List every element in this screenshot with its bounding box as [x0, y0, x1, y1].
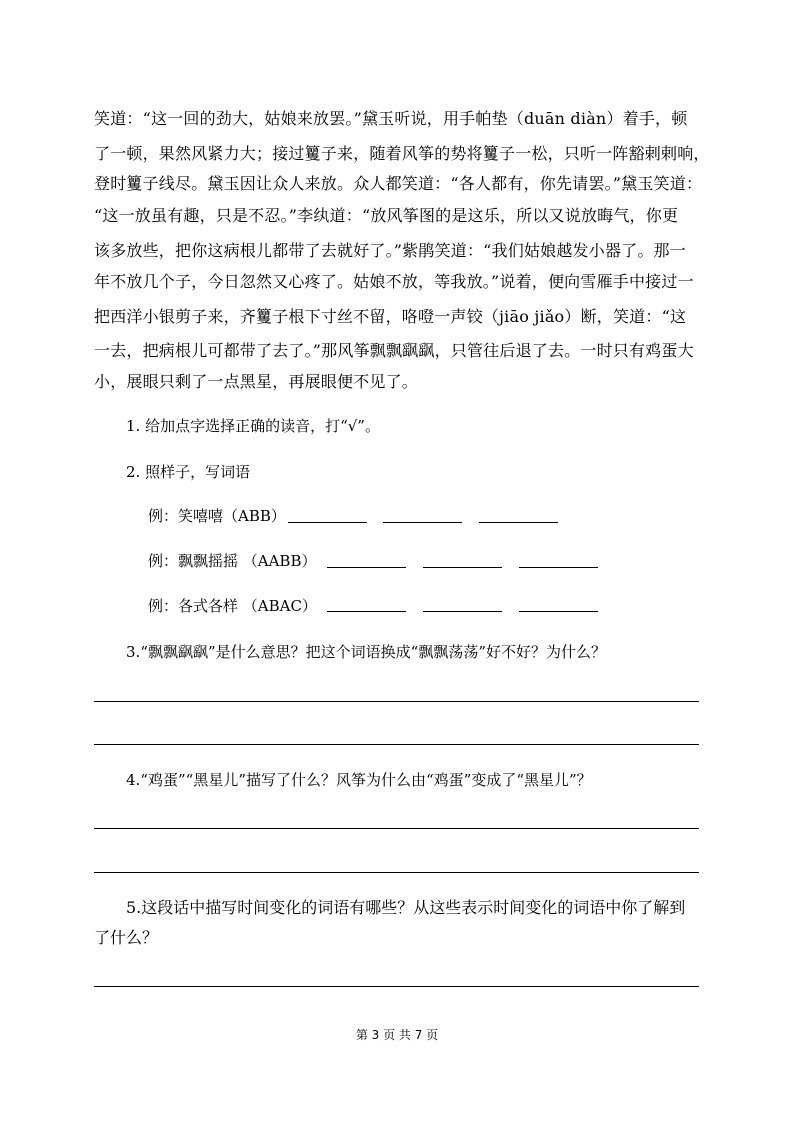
blank-abac-2[interactable] — [423, 611, 502, 612]
example-aabb: 例：飘飘摇摇 （AABB） — [148, 552, 317, 570]
question-3: 3.“飘飘飖飖”是什么意思？把这个词语换成“飘飘荡荡”好不好？为什么？ — [126, 643, 606, 661]
answer-line-q3-1[interactable] — [94, 701, 699, 702]
blank-aabb-2[interactable] — [423, 567, 502, 568]
question-5-line-1: 5.这段话中描写时间变化的词语有哪些？从这些表示时间变化的词语中你了解到 — [126, 898, 686, 917]
answer-line-q3-2[interactable] — [94, 744, 699, 745]
blank-abac-1[interactable] — [327, 611, 406, 612]
example-abac: 例：各式各样 （ABAC） — [148, 597, 317, 615]
page-footer: 第 3 页 共 7 页 — [355, 1028, 439, 1042]
passage-line-3: 登时籰子线尽。黛玉因让众人来放。众人都笑道：“各人都有，你先请罢。”黛玉笑道： — [94, 174, 703, 193]
blank-abac-3[interactable] — [519, 611, 598, 612]
question-5-line-2: 了什么？ — [94, 928, 159, 947]
blank-aabb-3[interactable] — [519, 567, 598, 568]
answer-line-q5-1[interactable] — [94, 986, 699, 987]
blank-abb-2[interactable] — [383, 522, 462, 523]
blank-abb-3[interactable] — [479, 522, 558, 523]
question-1: 1. 给加点字选择正确的读音，打“√”。 — [126, 417, 380, 435]
blank-aabb-1[interactable] — [327, 567, 406, 568]
example-abb: 例：笑嘻嘻（ABB） — [148, 507, 286, 525]
blank-abb-1[interactable] — [288, 522, 367, 523]
passage-line-2: 了一顿，果然风紧力大；接过籰子来，随着风筝的势将籰子一松，只听一阵豁剌剌响， — [94, 144, 710, 163]
passage-line-4: “这一放虽有趣，只是不忍。”李纨道：“放风筝图的是这乐，所以又说放晦气，你更 — [94, 206, 679, 225]
question-4: 4.“鸡蛋”“黑星儿”描写了什么？风筝为什么由“鸡蛋”变成了“黑星儿”？ — [126, 771, 592, 789]
answer-line-q4-1[interactable] — [94, 828, 699, 829]
passage-line-6: 年不放几个子，今日忽然又心疼了。姑娘不放，等我放。”说着，便向雪雁手中接过一 — [94, 272, 694, 291]
answer-line-q4-2[interactable] — [94, 872, 699, 873]
passage-line-5: 该多放些，把你这病根儿都带了去就好了。”紫鹃笑道：“我们姑娘越发小器了。那一 — [94, 241, 686, 260]
passage-line-9: 小，展眼只剩了一点黑星，再展眼便不见了。 — [94, 372, 419, 391]
passage-line-7: 把西洋小银剪子来，齐籰子根下寸丝不留，咯噔一声铰（jiāo jiǎo）断，笑道：“这 — [94, 307, 687, 326]
passage-line-1: 笑道：“这一回的劲大，姑娘来放罢。”黛玉听说，用手帕垫（duān diàn）着手，顿 — [94, 109, 688, 128]
passage-line-8: 一去，把病根儿可都带了去了。”那风筝飘飘飖飖，只管往后退了去。一时只有鸡蛋大 — [94, 341, 694, 360]
question-2: 2. 照样子，写词语 — [126, 463, 251, 481]
